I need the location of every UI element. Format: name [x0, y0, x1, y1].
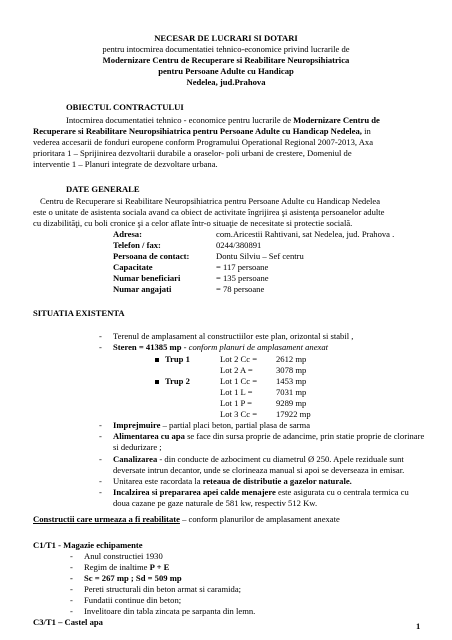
lot-value: 7031 mp	[276, 387, 307, 397]
obiectul-paragraph-line-1	[66, 115, 380, 126]
date-generale-line-1: Centru de Recuperare si Reabilitare Neuropsihiatrica pentru Persoane Adulte cu Handicap Nedelea	[40, 196, 381, 206]
header-line-1: pentru intocmirea documentatiei tehnico-economice privind lucrarile de	[102, 44, 350, 54]
c1t1-item: - Fundatii continue din beton;	[84, 595, 181, 606]
imprejmuire-label: Imprejmuire	[113, 420, 161, 430]
imprejmuire-text: – partial placi beton, partial plasa de sarma	[160, 420, 311, 430]
list-item-imprejmuire	[113, 420, 310, 431]
canalizare-text-cont: deversate intrun decantor, unde se clorineaza manual si apoi se deverseaza in emisar.	[113, 465, 405, 475]
lot-value: 9289 mp	[276, 398, 307, 408]
bullet-square-icon	[155, 380, 159, 384]
document-title: NECESAR DE LUCRARI SI DOTARI	[154, 33, 298, 43]
canalizare-text: - din conducte de azbociment cu diametrul Ø 250. Apele reziduale sunt	[157, 454, 404, 464]
list-item-steren	[113, 342, 328, 353]
header-line-3: pentru Persoane Adulte cu Handicap	[158, 66, 294, 76]
lot-name: Lot 2 A =	[220, 365, 253, 375]
list-item-gaze	[113, 476, 352, 487]
trup-2-text: Trup 2	[165, 376, 190, 386]
trup-1-label	[155, 354, 190, 365]
page-number: 1	[416, 621, 421, 631]
trup-1-text: Trup 1	[165, 354, 190, 364]
lot-value: 2612 mp	[276, 354, 307, 364]
info-label-capacitate: Capacitate	[113, 262, 153, 272]
regim-text: Regim de inaltime	[84, 562, 150, 572]
list-item-alimentare	[113, 431, 424, 442]
info-value-adresa: com.Aricestii Rahtivani, sat Nedelea, jud. Prahova .	[216, 229, 395, 239]
steren-value: Steren = 41385 mp	[113, 342, 182, 352]
lot-value: 3078 mp	[276, 365, 307, 375]
constructii-line	[33, 514, 340, 525]
lot-name: Lot 1 P =	[220, 398, 252, 408]
date-generale-line-2: este o unitate de asistenta sociala avand ca obiect de activitate îngrijirea şi asistenţa persoanelor adulte	[33, 207, 385, 217]
obiectul-bold-title: Recuperare si Reabilitare Neuropsihiatrica pentru Persoane Adulte cu Handicap Nedelea,	[33, 126, 362, 136]
section-heading-situatia: SITUATIA EXISTENTA	[33, 308, 125, 318]
obiectul-text: Intocmirea documentatiei tehnico - economice pentru lucrarile de	[66, 115, 294, 125]
lot-value: 17922 mp	[276, 409, 311, 419]
c1t1-heading: C1/T1 - Magazie echipamente	[33, 540, 143, 550]
list-item-teren: - Terenul de amplasament al constructiilor este plan, orizontal si stabil ,	[113, 331, 353, 342]
alimentare-text: se face din sursa proprie de adancime, prin statie proprie de clorinare	[184, 431, 425, 441]
info-value-capacitate: = 117 persoane	[216, 262, 269, 272]
info-label-telefon: Telefon / fax:	[113, 240, 161, 250]
obiectul-text-in: in	[361, 126, 371, 136]
regim-value: P + E	[149, 562, 170, 572]
info-label-contact: Persoana de contact:	[113, 251, 190, 261]
info-value-angajati: = 78 persoane	[216, 284, 265, 294]
list-item-canalizare	[113, 454, 404, 465]
obiectul-bold-text: Modernizare Centru de	[293, 115, 380, 125]
info-label-beneficiari: Numar beneficiari	[113, 273, 181, 283]
lot-value: 1453 mp	[276, 376, 307, 386]
header-line-4: Nedelea, jud.Prahova	[186, 77, 266, 87]
bullet-square-icon	[155, 358, 159, 362]
gaze-text: Unitarea este racordata la	[113, 476, 203, 486]
lot-name: Lot 2 Cc =	[220, 354, 258, 364]
c1t1-item: - Sc = 267 mp ; Sd = 509 mp	[84, 573, 182, 584]
info-value-telefon: 0244/380891	[216, 240, 262, 250]
alimentare-text-cont: si dedurizare ;	[113, 442, 162, 452]
lot-name: Lot 1 L =	[220, 387, 253, 397]
incalzire-text-cont: doua cazane pe gaze naturale de 581 kw, respectiv 512 Kw.	[113, 498, 318, 508]
info-label-angajati: Numar angajati	[113, 284, 172, 294]
section-heading-obiectul: OBIECTUL CONTRACTULUI	[66, 102, 184, 112]
constructii-text: – conform planurilor de amplasament anexate	[179, 514, 340, 524]
lot-name: Lot 1 Cc =	[220, 376, 258, 386]
info-value-contact: Dontu Silviu – Sef centru	[216, 251, 304, 261]
c1t1-item	[84, 562, 169, 573]
steren-note: - conform planuri de amplasament anexat	[181, 342, 329, 352]
header-line-2: Modernizare Centru de Recuperare si Reabilitare Neuropsihiatrica	[102, 55, 350, 65]
c1t1-item: - Invelitoare din tabla zincata pe sarpanta din lemn.	[84, 606, 255, 617]
obiectul-paragraph-line-5: interventie 1 – Planuri integrate de dezvoltare urbana.	[33, 159, 218, 169]
section-heading-date-generale: DATE GENERALE	[66, 184, 140, 194]
c3t1-heading: C3/T1 – Castel apa	[33, 617, 103, 627]
info-label-adresa: Adresa:	[113, 229, 142, 239]
obiectul-paragraph-line-3: vederea accesarii de fonduri europene conform Programului Operational Regional 2007-2013, Axa	[33, 137, 374, 147]
gaze-bold: reteaua de distributie a gazelor naturale.	[202, 476, 352, 486]
obiectul-paragraph-line-2	[33, 126, 371, 137]
incalzire-text: este asigurata cu o centrala termica cu	[275, 487, 409, 497]
constructii-heading: Constructii care urmeaza a fi reabilitate	[33, 514, 180, 524]
date-generale-line-3: cu dizabilităţi, cu boli cronice şi a celor aflate într-o situaţie de necesitate si protectie socială.	[33, 218, 353, 228]
obiectul-paragraph-line-4: prioritara 1 – Sprijinirea dezvoltarii durabile a oraselor- poli urbani de crestere, Domeniul de	[33, 148, 352, 158]
trup-2-label	[155, 376, 190, 387]
info-value-beneficiari: = 135 persoane	[216, 273, 269, 283]
alimentare-label: Alimentarea cu apa	[113, 431, 185, 441]
lot-name: Lot 3 Cc =	[220, 409, 258, 419]
c1t1-item: - Pereti structurali din beton armat si caramida;	[84, 584, 241, 595]
c1t1-item: - Anul constructiei 1930	[84, 551, 163, 562]
incalzire-label: Incalzirea si prepararea apei calde menajere	[113, 487, 276, 497]
canalizare-label: Canalizarea	[113, 454, 158, 464]
list-item-incalzire	[113, 487, 409, 498]
